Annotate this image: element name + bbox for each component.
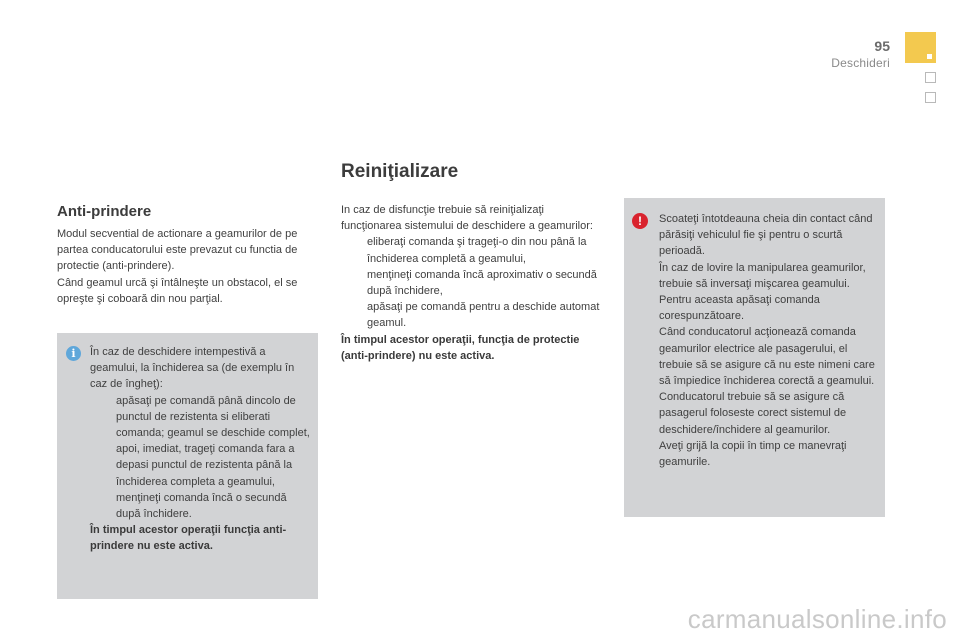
list-item	[90, 490, 310, 522]
anti-pinch-paragraph: Modul secvential de actionare a geamurilor de pe partea conducatorului este prevazut cu functia de protectie (anti-prindere).	[57, 228, 298, 273]
chapter-tab[interactable]	[925, 72, 936, 83]
warning-text: Scoateţi întotdeauna cheia din contact când părăsiţi vehiculul fie şi pentru o scurtă perioadă. În caz de lovire la manipularea geamurilor, trebuie să inversaţi mişcarea geamului. Pentru aceasta apăsaţi comanda corespunzătoare. Când conducatorul acţionează comanda geamurilor electrice ale pasagerului, el trebuie să se asigure că nu este nimeni care să împiedice închiderea corectă a geamului. Conducatorul trebuie să se asigure că pasagerul foloseste corect sistemul de deschidere/închidere al geamurilor. Aveţi grijă la copii în timp ce manevraţi geamurile.	[659, 213, 875, 469]
watermark: carmanualsonline.info	[687, 604, 947, 634]
reset-note: În timpul acestor operaţii, funcţia de protectie (anti-prindere) nu este activa.	[341, 333, 580, 362]
list-item	[90, 393, 310, 442]
chapter-tab-active[interactable]	[905, 32, 936, 63]
anti-pinch-title: Anti-prindere	[57, 203, 152, 220]
info-icon: i	[66, 346, 81, 361]
info-intro: În caz de deschidere intempestivă a geamului, la închiderea sa (de exemplu în caz de îngheţ):	[90, 346, 295, 391]
page-number: 95	[874, 38, 890, 54]
reset-section	[341, 202, 603, 364]
reset-steps-list	[341, 234, 603, 331]
step-text: apăsaţi pe comandă până dincolo de punctul de rezistenta si eliberati comanda; geamul se deschide complet,	[116, 394, 310, 440]
step-text: eliberaţi comanda şi trageţi-o din nou până la închiderea completă a geamului,	[367, 236, 587, 265]
list-item	[90, 441, 310, 490]
step-text: apăsaţi pe comandă pentru a deschide automat geamul.	[367, 301, 600, 330]
anti-pinch-description	[57, 226, 312, 307]
info-steps-list	[90, 393, 310, 523]
reset-intro: In caz de disfuncţie trebuie să reiniţializaţi funcţionarea sistemului de deschidere a geamurilor:	[341, 204, 593, 233]
warning-box	[624, 198, 885, 517]
reset-title: Reiniţializare	[341, 161, 459, 182]
step-text: menţineţi comanda încă aproximativ o secundă după închidere,	[367, 268, 597, 298]
info-box	[57, 333, 318, 599]
step-text: menţineţi comanda încă o secundă după închidere.	[116, 491, 287, 521]
anti-pinch-paragraph: Când geamul urcă şi întâlneşte un obstacol, el se opreşte şi coboară din nou parţial.	[57, 276, 298, 305]
list-item	[341, 299, 603, 331]
warning-icon: !	[632, 213, 648, 229]
tab-marker	[927, 54, 932, 59]
step-text: apoi, imediat, trageţi comanda fara a depasi punctul de rezistenta până la închiderea completa a geamului,	[116, 443, 295, 488]
section-title: Deschideri	[831, 56, 890, 70]
list-item	[341, 234, 603, 266]
list-item	[341, 267, 603, 299]
info-note: În timpul acestor operaţii funcţia anti-prindere nu este activa.	[90, 524, 287, 553]
chapter-tab[interactable]	[925, 92, 936, 103]
